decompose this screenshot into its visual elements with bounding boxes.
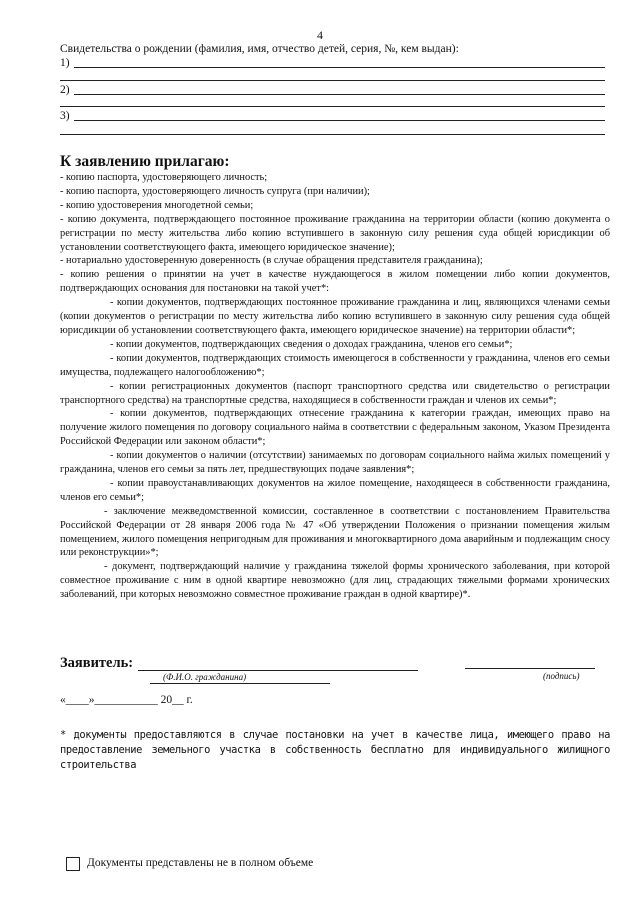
fill-line [60, 106, 605, 107]
birth-certificates-title: Свидетельства о рождении (фамилия, имя, отчество детей, серия, №, кем выдан): [60, 43, 459, 55]
fio-input-line[interactable] [138, 670, 418, 671]
sub-list-item: - копии правоустанавливающих документов на жилое помещение, находящееся в собственности гражданина, членов его семьи*; [60, 477, 610, 503]
fio-caption-underline [150, 683, 330, 684]
fio-caption: (Ф.И.О. гражданина) [163, 672, 247, 682]
birth-certificate-line-3 [60, 108, 605, 122]
attachments-heading: К заявлению прилагаю: [60, 153, 230, 170]
sub-list-item: - копии документов, подтверждающих стоимость имеющегося в собственности у гражданина, членов его семьи имущества, подлежащего налогообложению*; [60, 352, 610, 378]
date-line[interactable]: «____»___________ 20__ г. [60, 694, 193, 706]
page-number: 4 [317, 28, 323, 42]
footnote: * документы предоставляются в случае постановки на учет в качестве лица, имеющего право на предоставление земельного участка в собственность бесплатно для индивидуального жилищного строительства [60, 729, 610, 771]
list-item: - копию паспорта, удостоверяющего личность супруга (при наличии); [60, 185, 370, 197]
incomplete-documents-checkbox[interactable] [66, 857, 80, 871]
sub-list-item: - копии регистрационных документов (паспорт транспортного средства или свидетельство о регистрации транспортного средства) на транспортные средства, находящиеся в собственности граждан и членов их семьи*; [60, 380, 610, 406]
line-number: 1) [60, 57, 70, 69]
sub-list-item: - документ, подтверждающий наличие у гражданина тяжелой формы хронического заболевания, при которой совместное проживание с ним в одной квартире невозможно (для лиц, страдающих тяжелыми формами хронических заболеваний, при которых невозможно совместное проживание граждан в одной квартире)*. [60, 561, 610, 601]
fill-line [74, 94, 605, 95]
list-item: - нотариально удостоверенную доверенность (в случае обращения представителя гражданина); [60, 255, 483, 267]
sub-list-item: - копии документов о наличии (отсутствии) занимаемых по договорам социального найма жилых помещений у гражданина, членов его семьи за пять лет, предшествующих подаче заявления*; [60, 450, 610, 476]
attachments-list [60, 171, 610, 602]
line-number: 3) [60, 110, 70, 122]
list-item: - копию паспорта, удостоверяющего личность; [60, 172, 268, 183]
line-number: 2) [60, 84, 70, 96]
list-item: - копию решения о принятии на учет в качестве нуждающегося в жилом помещении либо копии документов, подтверждающих основания для постановки на такой учет*: [60, 269, 610, 295]
birth-certificate-line-2 [60, 82, 605, 96]
birth-certificate-line-1 [60, 55, 605, 69]
fill-line [60, 134, 605, 135]
sub-list-item: - копии документов, подтверждающих отнесение гражданина к категории граждан, имеющих право на получение жилого помещения по договору социального найма в соответствии с федеральным законом, Указом Президента Российской Федерации или законом области*; [60, 408, 610, 448]
fill-line [74, 67, 605, 68]
list-item: - копию документа, подтверждающего постоянное проживание гражданина на территории области (копию документа о регистрации по месту жительства либо копию вступившего в законную силу решения суда общей юрисдикции об установлении соответствующего факта, имеющего юридическое значение); [60, 213, 610, 253]
sub-list-item: - копии документов, подтверждающих постоянное проживание гражданина и лиц, являющихся членами семьи (копии документов о регистрации по месту жительства либо копию вступившего в законную силу решения суда общей юрисдикции об установлении соответствующего факта, имеющего юридическое значение) на территории области*; [60, 297, 610, 336]
applicant-label: Заявитель: [60, 655, 134, 671]
signature-line[interactable] [465, 668, 595, 669]
fill-line [74, 120, 605, 121]
sub-list-item: - копии документов, подтверждающих сведения о доходах гражданина, членов его семьи*; [110, 338, 513, 350]
fill-line [60, 80, 605, 81]
signature-caption: (подпись) [543, 671, 580, 681]
list-item: - копию удостоверения многодетной семьи; [60, 199, 254, 211]
incomplete-documents-label: Документы представлены не в полном объеме [87, 857, 314, 869]
sub-list-item: - заключение межведомственной комиссии, составленное в соответствии с постановлением Правительства Российской Федерации от 28 января 2006 года № 47 «Об утверждении Положения о признании помещения жилым помещением, жилого помещения непригодным для проживания и многоквартирного дома аварийным и подлежащим сносу или реконструкции»*; [60, 505, 610, 559]
